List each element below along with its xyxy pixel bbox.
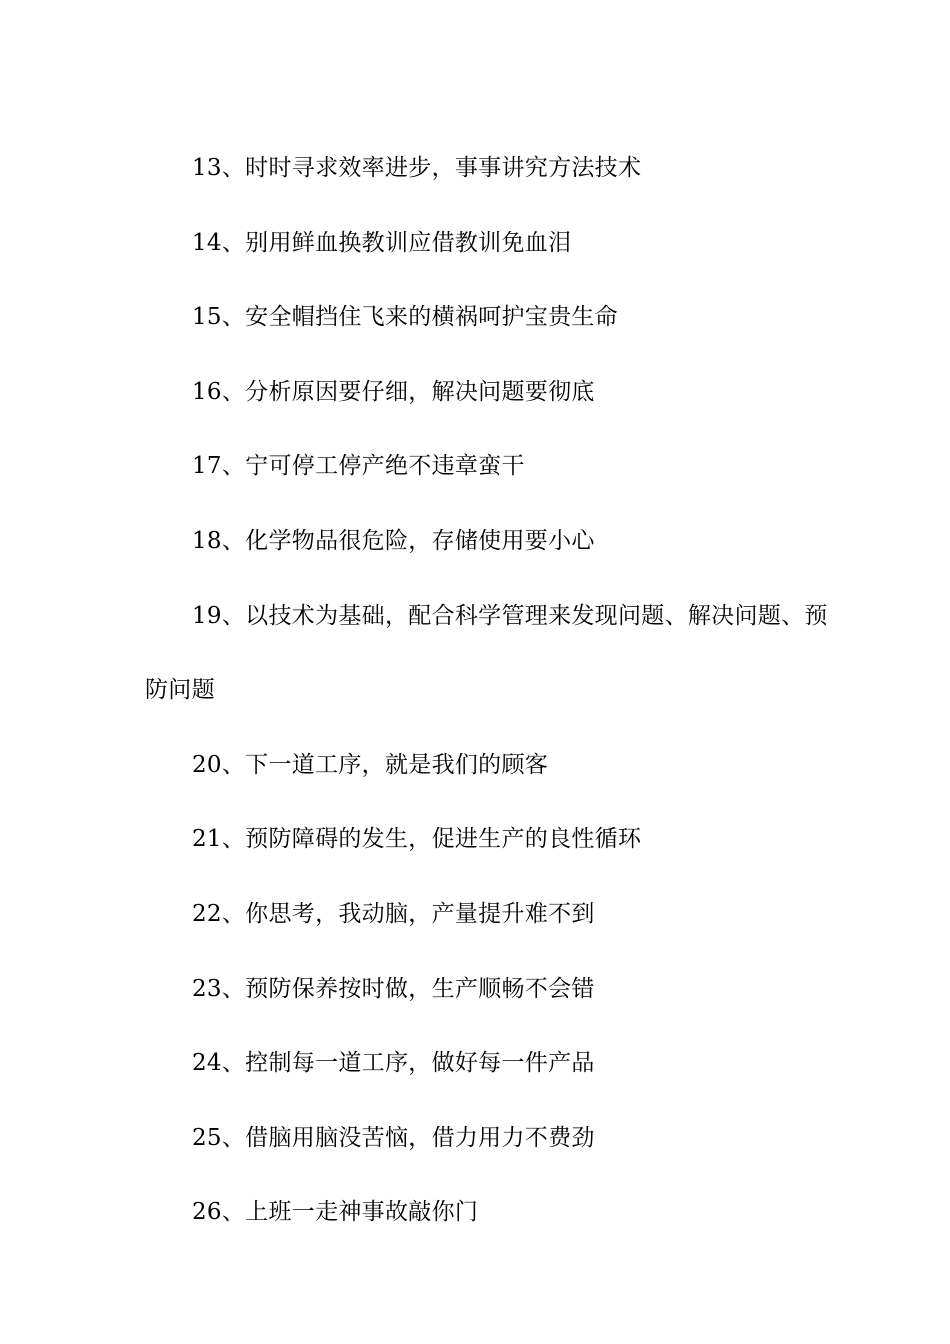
- slogan-19: 19、以技术为基础，配合科学管理来发现问题、解决问题、预防问题: [145, 602, 828, 704]
- slogan-26: 26、上班一走神事故敲你门: [192, 1199, 479, 1226]
- slogan-22: 22、你思考，我动脑，产量提升难不到: [192, 900, 595, 927]
- slogan-17: 17、宁可停工停产绝不违章蛮干: [192, 453, 525, 480]
- slogan-24: 24、控制每一道工序，做好每一件产品: [192, 1050, 595, 1077]
- slogan-18: 18、化学物品很危险，存储使用要小心: [192, 527, 595, 554]
- slogan-25: 25、借脑用脑没苦恼，借力用力不费劲: [192, 1124, 595, 1151]
- slogan-16: 16、分析原因要仔细，解决问题要彻底: [192, 378, 595, 405]
- slogan-21: 21、预防障碍的发生，促进生产的良性循环: [192, 826, 642, 853]
- slogan-20: 20、下一道工序，就是我们的顾客: [192, 751, 549, 778]
- document-body: [145, 131, 835, 1250]
- slogan-15: 15、安全帽挡住飞来的横祸呵护宝贵生命: [192, 304, 618, 331]
- slogan-13: 13、时时寻求效率进步，事事讲究方法技术: [192, 155, 642, 181]
- slogan-14: 14、别用鲜血换教训应借教训免血泪: [192, 229, 572, 256]
- slogan-23: 23、预防保养按时做，生产顺畅不会错: [192, 975, 595, 1002]
